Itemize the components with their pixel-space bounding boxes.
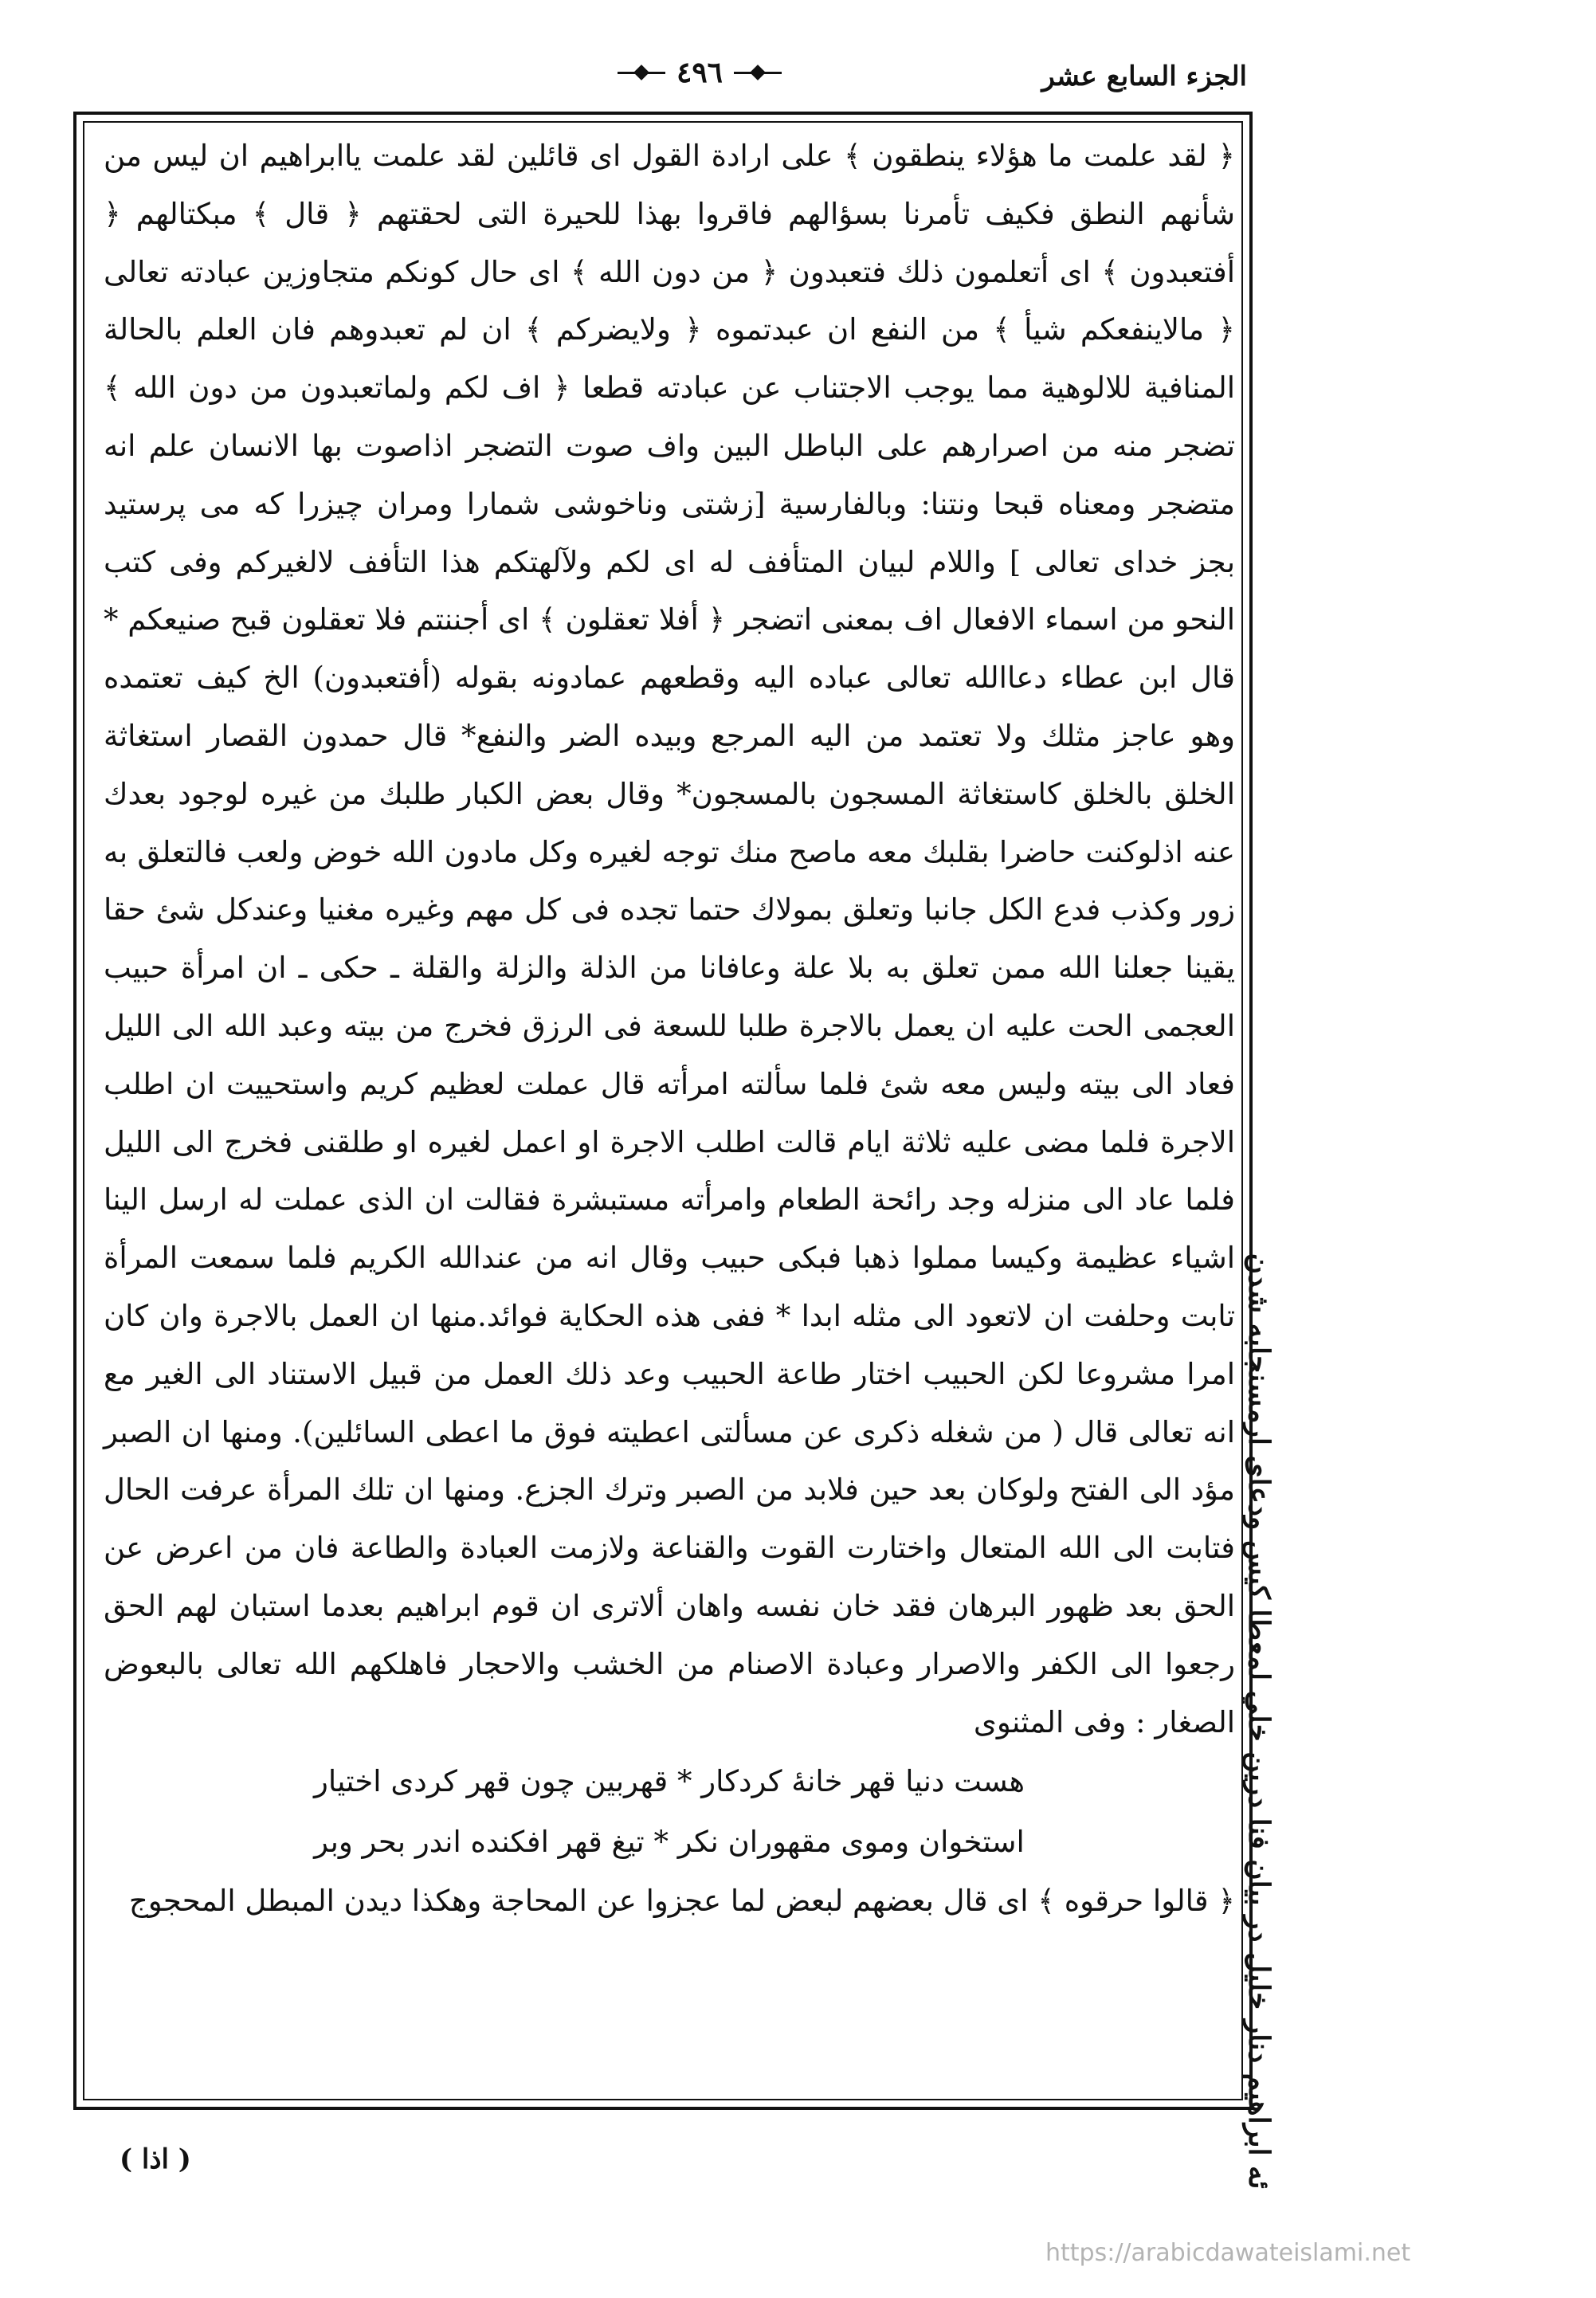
part-title: الجزء السابع عشر (1041, 61, 1247, 92)
page-number: ٤٩٦ (676, 56, 723, 89)
watermark-url: https://arabicdawateislami.net (1045, 2239, 1411, 2267)
poem (104, 1751, 1235, 1873)
ornament-left-icon (618, 67, 665, 78)
catchword: ( اذا ) (120, 2143, 191, 2175)
page-number-block (618, 56, 782, 89)
poem-verse: استخوان وموى مقهوران نكر * تيغ قهر افكنده اندر بحر وبر (314, 1825, 1025, 1860)
main-text (104, 127, 1235, 1931)
margin-note: ئه ابراهيم دنار خليل در بيان فنا درين خلي لمعطا كيس ودعاى ارمسنجابه شدن (1242, 1253, 1276, 2190)
poem-verse: هست دنيا قهر خانۀ كردكار * قهربين چون قهر كردى اختيار (313, 1764, 1025, 1799)
closing-line: ﴿ قالوا حرقوه ﴾ اى قال بعضهم لبعض لما عجزوا عن المحاجة وهكذا ديدن المبطل المحجوج (128, 1884, 1235, 1919)
ornament-right-icon (734, 67, 782, 78)
body-paragraph: ﴿ لقد علمت ما هؤلاء ينطقون ﴾ على ارادة القول اى قائلين لقد علمت ياابراهيم ان ليس من شأنهم النطق فكيف تأمرنا بسؤالهم فاقروا بهذا للحيرة التى لحقتهم ﴿ قال ﴾ مبكتالهم ﴿ أفتعبدون ﴾ اى أتعلمون ذلك فتعبدون ﴿ من دون الله ﴾ اى حال كونكم متجاوزين عبادته تعالى ﴿ مالاينفعكم شيأ ﴾ من النفع ان عبدتموه ﴿ ولايضركم ﴾ ان لم تعبدوهم فان العلم بالحالة المنافية للالوهية مما يوجب الاجتناب عن عبادته قطعا ﴿ اف لكم ولماتعبدون من دون الله ﴾ تضجر منه من اصرارهم على الباطل البين واف صوت التضجر اذاصوت بها الانسان علم انه متضجر ومعناه قبحا ونتنا: وبالفارسية [زشتى وناخوشى شمارا ومران چيزرا كه مى پرستيد بجز خداى تعالى ] واللام لبيان المتأفف له اى لكم ولآلهتكم هذا التأفف لالغيركم وفى كتب النحو من اسماء الافعال اف بمعنى اتضجر ﴿ أفلا تعقلون ﴾ اى أجننتم فلا تعقلون قبح صنيعكم * قال ابن عطاء دعاالله تعالى عباده اليه وقطعهم عمادونه بقوله (أفتعبدون) الخ كيف تعتمده وهو عاجز مثلك ولا تعتمد من اليه المرجع وبيده الضر والنفع* قال حمدون القصار استغاثة الخلق بالخلق كاستغاثة المسجون بالمسجون* وقال بعض الكبار طلبك من غيره لوجود بعدك عنه اذلوكنت حاضرا بقلبك معه ماصح منك توجه لغيره وكل مادون الله خوض ولعب فالتعلق به زور وكذب فدع الكل جانبا وتعلق بمولاك حتما تجده فى كل مهم وغيره مغنيا وعندكل شئ حقا يقينا جعلنا الله ممن تعلق به بلا علة وعافانا من الذلة والزلة والقلة ـ حكى ـ ان امرأة حبيب العجمى الحت عليه ان يعمل بالاجرة طلبا للسعة فى الرزق فخرج من بيته وعبد الله الى الليل فعاد الى بيته وليس معه شئ فلما سألته امرأته قال عملت لعظيم كريم واستحييت ان اطلب الاجرة فلما مضى عليه ثلاثة ايام قالت اطلب الاجرة او اعمل لغيره او طلقنى فخرج الى الليل فلما عاد الى منزله وجد رائحة الطعام وامرأته مستبشرة فقالت ان الذى عملت له ارسل الينا اشياء عظيمة وكيسا مملوا ذهبا فبكى حبيب وقال انه من عندالله الكريم فلما سمعت المرأة تابت وحلفت ان لاتعود الى مثله ابدا * ففى هذه الحكاية فوائد.منها ان العمل بالاجرة وان كان امرا مشروعا لكن الحبيب اختار طاعة الحبيب وعد ذلك العمل من قبيل الاستناد الى الغير مع انه تعالى قال ( من شغله ذكرى عن مسألتى اعطيته فوق ما اعطى السائلين). ومنها ان الصبر مؤد الى الفتح ولوكان بعد حين فلابد من الصبر وترك الجزع. ومنها ان تلك المرأة عرفت الحال فتابت الى الله المتعال واختارت القوت والقناعة ولازمت العبادة والطاعة فان من اعرض عن الحق بعد ظهور البرهان فقد خان نفسه واهان ألاترى ان قوم ابراهيم بعدما استبان لهم الحق رجعوا الى الكفر والاصرار وعبادة الاصنام من الخشب والاحجار فاهلكهم الله تعالى بالبعوض الصغار : وفى المثنوى (104, 139, 1235, 1739)
page-header (76, 56, 1247, 104)
